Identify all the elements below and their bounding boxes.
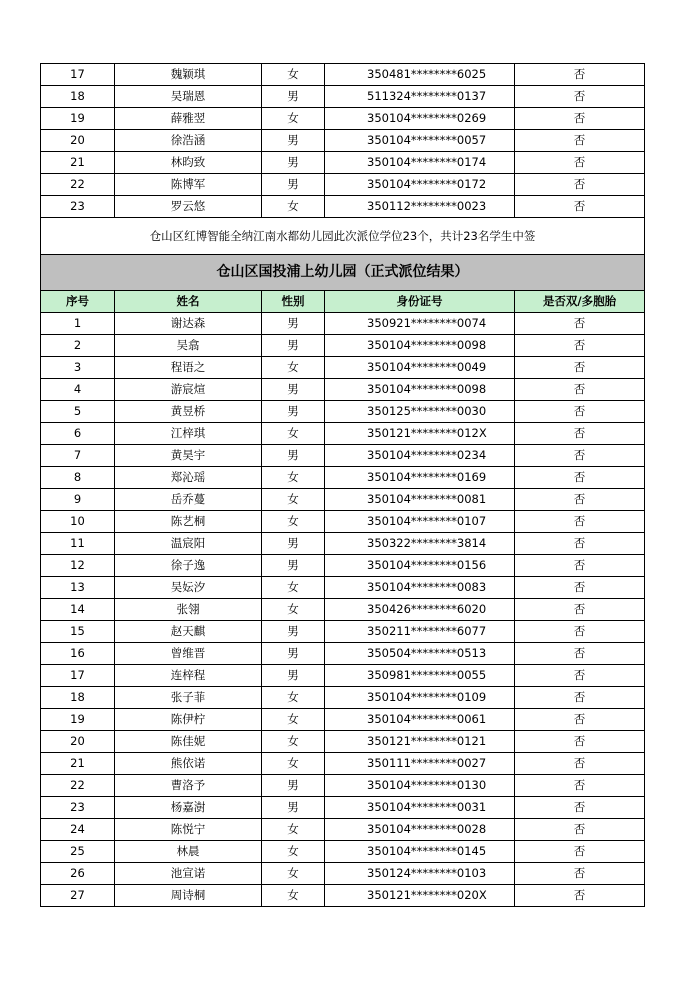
header-name: 姓名 <box>115 291 262 313</box>
header-no: 序号 <box>41 291 115 313</box>
cell-name: 罗云悠 <box>115 196 262 218</box>
cell-id: 350104********0109 <box>325 687 515 709</box>
cell-id: 350124********0103 <box>325 863 515 885</box>
table-row <box>41 731 645 753</box>
cell-name: 温宸阳 <box>115 533 262 555</box>
cell-twins: 否 <box>515 196 645 218</box>
cell-id: 350104********0098 <box>325 335 515 357</box>
cell-twins: 否 <box>515 357 645 379</box>
cell-twins: 否 <box>515 445 645 467</box>
cell-name: 郑沁瑶 <box>115 467 262 489</box>
cell-id: 350104********0057 <box>325 130 515 152</box>
cell-no: 4 <box>41 379 115 401</box>
cell-gender: 女 <box>262 731 325 753</box>
cell-name: 陈悦宁 <box>115 819 262 841</box>
cell-twins: 否 <box>515 731 645 753</box>
cell-id: 350104********0107 <box>325 511 515 533</box>
table-row <box>41 108 645 130</box>
cell-gender: 女 <box>262 357 325 379</box>
cell-gender: 男 <box>262 379 325 401</box>
cell-gender: 女 <box>262 863 325 885</box>
table-row <box>41 775 645 797</box>
table-row <box>41 555 645 577</box>
results-table <box>40 63 645 907</box>
cell-gender: 女 <box>262 489 325 511</box>
cell-name: 吴妘汐 <box>115 577 262 599</box>
cell-no: 18 <box>41 86 115 108</box>
cell-id: 350504********0513 <box>325 643 515 665</box>
table-row <box>41 445 645 467</box>
table-row <box>41 357 645 379</box>
cell-name: 曾维晋 <box>115 643 262 665</box>
section-title-row <box>41 255 645 291</box>
cell-id: 350112********0023 <box>325 196 515 218</box>
cell-id: 350121********0121 <box>325 731 515 753</box>
cell-id: 350104********0234 <box>325 445 515 467</box>
cell-no: 21 <box>41 753 115 775</box>
cell-no: 6 <box>41 423 115 445</box>
section-title: 仓山区国投浦上幼儿园（正式派位结果） <box>41 255 645 291</box>
cell-gender: 男 <box>262 533 325 555</box>
cell-twins: 否 <box>515 863 645 885</box>
table-row <box>41 401 645 423</box>
cell-no: 11 <box>41 533 115 555</box>
cell-no: 12 <box>41 555 115 577</box>
cell-no: 19 <box>41 108 115 130</box>
table-row <box>41 709 645 731</box>
cell-twins: 否 <box>515 511 645 533</box>
table-row <box>41 533 645 555</box>
cell-id: 350211********6077 <box>325 621 515 643</box>
cell-name: 林昀致 <box>115 152 262 174</box>
table-row <box>41 753 645 775</box>
cell-twins: 否 <box>515 423 645 445</box>
cell-gender: 男 <box>262 152 325 174</box>
cell-twins: 否 <box>515 709 645 731</box>
cell-twins: 否 <box>515 467 645 489</box>
cell-twins: 否 <box>515 86 645 108</box>
cell-twins: 否 <box>515 64 645 86</box>
table-row <box>41 511 645 533</box>
cell-no: 25 <box>41 841 115 863</box>
cell-id: 350111********0027 <box>325 753 515 775</box>
results-sheet <box>40 63 644 907</box>
cell-twins: 否 <box>515 621 645 643</box>
cell-gender: 女 <box>262 196 325 218</box>
cell-id: 350121********020X <box>325 885 515 907</box>
cell-gender: 男 <box>262 335 325 357</box>
cell-id: 350981********0055 <box>325 665 515 687</box>
cell-twins: 否 <box>515 379 645 401</box>
cell-no: 18 <box>41 687 115 709</box>
table-row <box>41 577 645 599</box>
cell-twins: 否 <box>515 108 645 130</box>
cell-gender: 男 <box>262 775 325 797</box>
cell-gender: 男 <box>262 665 325 687</box>
cell-id: 350104********0169 <box>325 467 515 489</box>
table-row <box>41 863 645 885</box>
cell-gender: 男 <box>262 130 325 152</box>
cell-name: 谢达森 <box>115 313 262 335</box>
cell-name: 黄昊宇 <box>115 445 262 467</box>
table-row <box>41 196 645 218</box>
cell-twins: 否 <box>515 687 645 709</box>
cell-name: 周诗桐 <box>115 885 262 907</box>
table-row <box>41 335 645 357</box>
cell-id: 350104********0049 <box>325 357 515 379</box>
cell-twins: 否 <box>515 643 645 665</box>
table-row <box>41 379 645 401</box>
cell-no: 16 <box>41 643 115 665</box>
cell-twins: 否 <box>515 775 645 797</box>
cell-no: 23 <box>41 196 115 218</box>
header-id: 身份证号 <box>325 291 515 313</box>
cell-no: 21 <box>41 152 115 174</box>
cell-no: 26 <box>41 863 115 885</box>
cell-id: 350921********0074 <box>325 313 515 335</box>
cell-no: 22 <box>41 174 115 196</box>
cell-no: 1 <box>41 313 115 335</box>
table-row <box>41 174 645 196</box>
cell-twins: 否 <box>515 174 645 196</box>
cell-no: 17 <box>41 64 115 86</box>
cell-no: 20 <box>41 731 115 753</box>
table-row <box>41 86 645 108</box>
cell-twins: 否 <box>515 885 645 907</box>
cell-no: 24 <box>41 819 115 841</box>
table-row <box>41 797 645 819</box>
cell-id: 511324********0137 <box>325 86 515 108</box>
cell-gender: 男 <box>262 86 325 108</box>
cell-gender: 女 <box>262 467 325 489</box>
cell-twins: 否 <box>515 533 645 555</box>
cell-no: 3 <box>41 357 115 379</box>
table-row <box>41 687 645 709</box>
cell-no: 15 <box>41 621 115 643</box>
previous-school-rows <box>41 64 645 218</box>
table-row <box>41 64 645 86</box>
cell-gender: 女 <box>262 599 325 621</box>
header-gender: 性别 <box>262 291 325 313</box>
cell-gender: 男 <box>262 797 325 819</box>
cell-gender: 女 <box>262 687 325 709</box>
table-row <box>41 621 645 643</box>
cell-twins: 否 <box>515 313 645 335</box>
cell-name: 陈伊柠 <box>115 709 262 731</box>
cell-no: 23 <box>41 797 115 819</box>
cell-name: 徐浩涵 <box>115 130 262 152</box>
cell-name: 魏颖琪 <box>115 64 262 86</box>
cell-gender: 男 <box>262 445 325 467</box>
cell-name: 吴翕 <box>115 335 262 357</box>
header-twins: 是否双/多胞胎 <box>515 291 645 313</box>
cell-no: 10 <box>41 511 115 533</box>
cell-name: 江梓琪 <box>115 423 262 445</box>
cell-id: 350104********0031 <box>325 797 515 819</box>
cell-id: 350121********012X <box>325 423 515 445</box>
cell-name: 林晨 <box>115 841 262 863</box>
summary-note: 仓山区红博智能全纳江南水都幼儿园此次派位学位23个，共计23名学生中签 <box>41 218 645 255</box>
table-row <box>41 313 645 335</box>
cell-gender: 女 <box>262 841 325 863</box>
table-row <box>41 841 645 863</box>
cell-no: 7 <box>41 445 115 467</box>
table-row <box>41 423 645 445</box>
cell-gender: 男 <box>262 313 325 335</box>
cell-no: 8 <box>41 467 115 489</box>
cell-gender: 女 <box>262 423 325 445</box>
cell-name: 陈博军 <box>115 174 262 196</box>
cell-no: 22 <box>41 775 115 797</box>
cell-id: 350104********0098 <box>325 379 515 401</box>
cell-id: 350104********0130 <box>325 775 515 797</box>
cell-twins: 否 <box>515 130 645 152</box>
cell-gender: 女 <box>262 885 325 907</box>
cell-gender: 女 <box>262 709 325 731</box>
cell-id: 350322********3814 <box>325 533 515 555</box>
cell-gender: 女 <box>262 819 325 841</box>
cell-name: 曹洛予 <box>115 775 262 797</box>
cell-twins: 否 <box>515 577 645 599</box>
cell-twins: 否 <box>515 152 645 174</box>
cell-name: 张子菲 <box>115 687 262 709</box>
cell-gender: 女 <box>262 753 325 775</box>
table-row <box>41 885 645 907</box>
cell-id: 350104********0061 <box>325 709 515 731</box>
cell-id: 350426********6020 <box>325 599 515 621</box>
cell-gender: 男 <box>262 555 325 577</box>
cell-twins: 否 <box>515 665 645 687</box>
cell-no: 13 <box>41 577 115 599</box>
cell-id: 350104********0269 <box>325 108 515 130</box>
cell-gender: 女 <box>262 108 325 130</box>
table-row <box>41 130 645 152</box>
cell-name: 岳乔蔓 <box>115 489 262 511</box>
cell-no: 14 <box>41 599 115 621</box>
cell-name: 陈艺桐 <box>115 511 262 533</box>
cell-no: 20 <box>41 130 115 152</box>
cell-twins: 否 <box>515 797 645 819</box>
cell-name: 赵天麒 <box>115 621 262 643</box>
cell-no: 27 <box>41 885 115 907</box>
table-row <box>41 599 645 621</box>
cell-twins: 否 <box>515 335 645 357</box>
cell-name: 池宣诺 <box>115 863 262 885</box>
table-row <box>41 643 645 665</box>
cell-twins: 否 <box>515 599 645 621</box>
table-row <box>41 665 645 687</box>
cell-gender: 女 <box>262 64 325 86</box>
cell-id: 350104********0083 <box>325 577 515 599</box>
header-row <box>41 291 645 313</box>
cell-twins: 否 <box>515 819 645 841</box>
table-row <box>41 489 645 511</box>
cell-no: 19 <box>41 709 115 731</box>
cell-no: 2 <box>41 335 115 357</box>
cell-gender: 男 <box>262 401 325 423</box>
cell-id: 350125********0030 <box>325 401 515 423</box>
cell-name: 连梓程 <box>115 665 262 687</box>
cell-name: 熊依诺 <box>115 753 262 775</box>
cell-id: 350104********0156 <box>325 555 515 577</box>
cell-twins: 否 <box>515 489 645 511</box>
cell-twins: 否 <box>515 753 645 775</box>
cell-gender: 男 <box>262 174 325 196</box>
cell-twins: 否 <box>515 555 645 577</box>
cell-name: 黄昱桥 <box>115 401 262 423</box>
cell-id: 350104********0172 <box>325 174 515 196</box>
cell-gender: 女 <box>262 511 325 533</box>
table-row <box>41 819 645 841</box>
cell-name: 程语之 <box>115 357 262 379</box>
cell-twins: 否 <box>515 841 645 863</box>
table-row <box>41 467 645 489</box>
result-rows <box>41 313 645 907</box>
cell-name: 杨嘉澍 <box>115 797 262 819</box>
cell-name: 游宸煊 <box>115 379 262 401</box>
cell-no: 17 <box>41 665 115 687</box>
section-break <box>41 218 645 313</box>
cell-name: 吴瑞恩 <box>115 86 262 108</box>
cell-gender: 男 <box>262 621 325 643</box>
cell-no: 5 <box>41 401 115 423</box>
cell-id: 350481********6025 <box>325 64 515 86</box>
cell-gender: 男 <box>262 643 325 665</box>
cell-id: 350104********0081 <box>325 489 515 511</box>
cell-id: 350104********0028 <box>325 819 515 841</box>
cell-name: 薛雅翌 <box>115 108 262 130</box>
cell-no: 9 <box>41 489 115 511</box>
summary-note-row <box>41 218 645 255</box>
cell-name: 张翎 <box>115 599 262 621</box>
cell-name: 陈佳妮 <box>115 731 262 753</box>
cell-id: 350104********0174 <box>325 152 515 174</box>
cell-id: 350104********0145 <box>325 841 515 863</box>
table-row <box>41 152 645 174</box>
cell-twins: 否 <box>515 401 645 423</box>
cell-name: 徐子逸 <box>115 555 262 577</box>
cell-gender: 女 <box>262 577 325 599</box>
